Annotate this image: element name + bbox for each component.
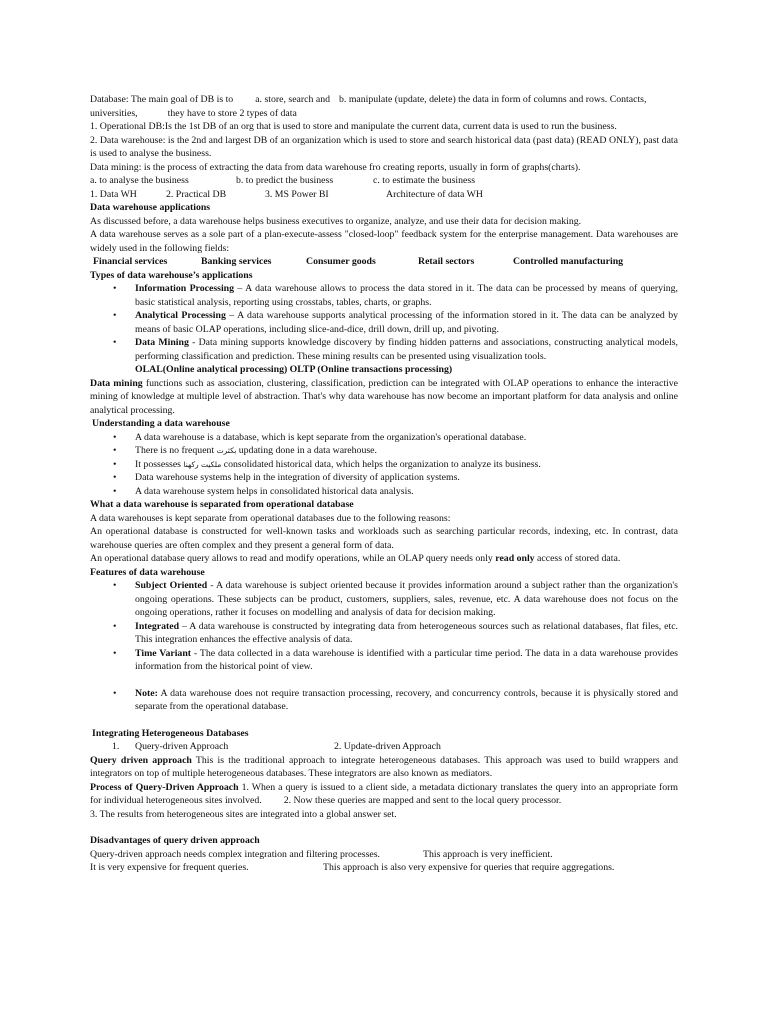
list-item: • A data warehouse is a database, which is kept separate from the organization's operational database.: [135, 431, 678, 445]
topic-list: 1. Data WH 2. Practical DB 3. MS Power BI Architecture of data WH: [90, 188, 483, 200]
features-note: [90, 687, 678, 714]
list-item: • Time Variant - The data collected in a data warehouse is identified with a particular time period. The data in a data warehouse provides information from the historical point of view.: [135, 647, 678, 674]
applications-paragraph-2: A data warehouse serves as a sole part of a plan-execute-assess "closed-loop" feedback system for the enterprise management. Data warehouses are widely used in the following fields:: [90, 229, 678, 254]
features-heading: Features of data warehouse: [90, 566, 205, 578]
separated-heading: What a data warehouse is separated from operational database: [90, 499, 354, 510]
separated-paragraph-1: A data warehouses is kept separate from operational databases due to the following reasons:: [90, 512, 451, 524]
list-item: • Analytical Processing – A data warehouse supports analytical processing of the information stored in it. The data can be analyzed by means of basic OLAP operations, including slice-and-dice, drill down, drill up, and pivoting.: [135, 309, 678, 336]
list-item: • Note: A data warehouse does not require transaction processing, recovery, and concurrency controls, because it is physically stored and separate from the operational database.: [135, 687, 678, 714]
intro-line-2: universities, they have to store 2 types of data: [90, 107, 297, 119]
intro-line-1: Database: The main goal of DB is to a. store, search and b. manipulate (update, delete) the data in form of columns and rows. Contacts,: [90, 94, 647, 105]
query-driven-paragraph: Query driven approach This is the traditional approach to integrate heterogeneous databases. This approach was used to build wrappers and integrators on top of multiple heterogeneous databases. These integrators are also known as mediators.: [90, 754, 678, 779]
integrating-heading: Integrating Heterogeneous Databases: [92, 727, 249, 739]
data-warehouse-definition: 2. Data warehouse: is the 2nd and largest DB of an organization which is used to store and search historical data (past data) (READ ONLY), past data is used to analyse the business.: [90, 134, 678, 159]
list-item: • Subject Oriented - A data warehouse is subject oriented because it provides information around a subject rather than the organization's ongoing operations. These subjects can be product, customers, suppliers, sales, revenue, etc. A data warehouse does not focus on the ongoing operations, rather it focuses on modelling and analysis of data for decision making.: [135, 579, 678, 620]
olap-oltp-note: OLAL(Online analytical processing) OLTP (Online transactions processing): [135, 364, 453, 375]
spacer: [90, 674, 678, 687]
understanding-list: [90, 431, 678, 499]
data-mining-purposes: a. to analyse the business b. to predict the business c. to estimate the business: [90, 175, 476, 186]
query-driven-process-step-3: 3. The results from heterogeneous sites are integrated into a global answer set.: [90, 808, 397, 820]
disadvantages-line-1: Query-driven approach needs complex integration and filtering processes. This approach is very inefficient.: [90, 848, 553, 860]
list-item: • Integrated – A data warehouse is constructed by integrating data from heterogeneous sources such as relational databases, flat files, etc. This integration enhances the effective analysis of data.: [135, 620, 678, 647]
operational-db-definition: 1. Operational DB:Is the 1st DB of an org that is used to store and manipulate the current data, current data is used to run the business.: [90, 121, 617, 132]
separated-paragraph-3: An operational database query allows to read and modify operations, while an OLAP query needs only read only access of stored data.: [90, 553, 621, 564]
document-page: [90, 93, 678, 875]
separated-paragraph-2: An operational database is constructed for well-known tasks and workloads such as searching particular records, indexing, etc. In contrast, data warehouse queries are often complex and they present a general form of data.: [90, 526, 678, 551]
list-item: • Data Mining - Data mining supports knowledge discovery by finding hidden patterns and associations, constructing analytical models, performing classification and prediction. These mining results can be presented using visualization tools.: [135, 336, 678, 363]
data-mining-paragraph: Data mining functions such as association, clustering, classification, prediction can be integrated with OLAP operations to enhance the interactive mining of knowledge at multiple level of abstraction. That's why data warehouse has now become an important platform for data analysis and online analytical processing.: [90, 377, 679, 416]
list-item: • Information Processing – A data warehouse allows to process the data stored in it. The data can be processed by means of querying, basic statistical analysis, reporting using crosstabs, tables, charts, or graphs.: [135, 282, 678, 309]
types-list: [90, 282, 678, 363]
list-item: • It possesses ملکیت رکھنا consolidated historical data, which helps the organization to analyze its business.: [135, 458, 678, 472]
list-item: • There is no frequent بکثرت updating done in a data warehouse.: [135, 444, 678, 458]
spacer: [90, 714, 678, 727]
approach-list: 1. Query-driven Approach 2. Update-driven Approach: [112, 741, 441, 752]
query-driven-process: Process of Query-Driven Approach 1. When a query is issued to a client side, a metadata dictionary translates the query into an appropriate form for individual heterogeneous sites involved. 2. Now these queries are mapped and sent to the local query processor.: [90, 781, 678, 806]
spacer: [90, 821, 678, 834]
applications-paragraph-1: As discussed before, a data warehouse helps business executives to organize, analyze, and use their data for decision making.: [90, 215, 582, 227]
features-list: [90, 579, 678, 674]
disadvantages-line-2: It is very expensive for frequent queries. This approach is also very expensive for queries that require aggregations.: [90, 862, 615, 873]
list-item: • Data warehouse systems help in the integration of diversity of application systems.: [135, 471, 678, 485]
understanding-heading: Understanding a data warehouse: [92, 418, 230, 429]
application-fields: Financial services Banking services Consumer goods Retail sectors Controlled manufacturing: [93, 256, 624, 267]
list-item: • A data warehouse system helps in consolidated historical data analysis.: [135, 485, 678, 499]
types-heading: Types of data warehouse’s applications: [90, 269, 253, 281]
data-mining-definition: Data mining: is the process of extracting the data from data warehouse fro creating reports, usually in form of graphs(charts).: [90, 161, 581, 173]
disadvantages-heading: Disadvantages of query driven approach: [90, 835, 260, 846]
applications-heading: Data warehouse applications: [90, 202, 211, 213]
